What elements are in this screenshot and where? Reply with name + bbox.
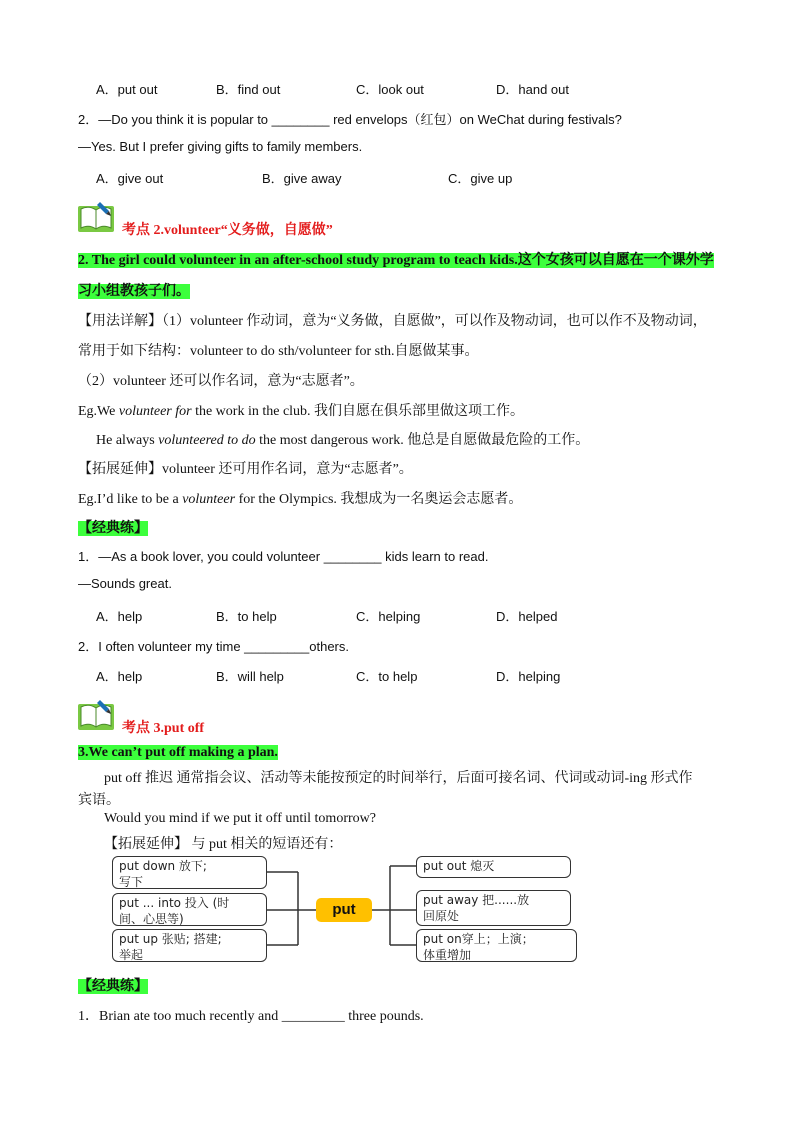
practice-q1-reply: —Sounds great. bbox=[78, 576, 172, 591]
put-extension-note: 【拓展延伸】 与 put 相关的短语还有： bbox=[104, 837, 343, 852]
usage-line-3: （2）volunteer 还可以作名词，意为“志愿者”。 bbox=[78, 374, 364, 389]
point-3-title: 考点 3.put off bbox=[122, 721, 205, 736]
example-1-italic: volunteer for bbox=[118, 404, 192, 419]
phrase-line: 间、心思等) bbox=[119, 912, 184, 926]
option-d: D．helped bbox=[496, 609, 558, 624]
option-b: B．give away bbox=[262, 171, 342, 186]
phrase-box-put-down bbox=[112, 856, 267, 889]
example-3-pre: Eg.I’d like to be a bbox=[78, 492, 183, 507]
option-a: A．put out bbox=[96, 82, 158, 97]
option-c: C．give up bbox=[448, 171, 513, 186]
put-off-example: Would you mind if we put it off until tomorrow? bbox=[104, 811, 376, 826]
question-2-stem: 2．—Do you think it is popular to ________ red envelops（红包）on WeChat during festivals? bbox=[78, 112, 622, 127]
option-d: D．hand out bbox=[496, 82, 569, 97]
option-b: B．will help bbox=[216, 669, 284, 684]
phrase-box-put-up bbox=[112, 929, 267, 962]
example-3-post: for the Olympics. 我想成为一名奥运会志愿者。 bbox=[235, 492, 523, 507]
usage-line-1: 【用法详解】（1）volunteer 作动词，意为“义务做，自愿做”，可以作及物动词，也可以作不及物动词， bbox=[78, 314, 707, 329]
phrase-line: put down 放下; bbox=[119, 859, 207, 873]
phrase-line: put ... into 投入 (时 bbox=[119, 896, 230, 910]
option-a: A．help bbox=[96, 669, 143, 684]
phrase-box-put-on bbox=[416, 929, 577, 962]
option-c: C．look out bbox=[356, 82, 424, 97]
option-c: C．to help bbox=[356, 669, 418, 684]
put-center-label: put bbox=[316, 898, 372, 922]
example-2-pre: He always bbox=[96, 433, 159, 448]
example-3-italic: volunteer bbox=[182, 492, 236, 507]
phrase-line: put on穿上；上演； bbox=[423, 932, 534, 946]
question-2-reply: —Yes. But I prefer giving gifts to family members. bbox=[78, 139, 363, 154]
point-2-title: 考点 2.volunteer“义务做，自愿做” bbox=[122, 223, 333, 238]
phrase-line: 写下 bbox=[119, 875, 144, 889]
practice-q1-stem: 1．—As a book lover, you could volunteer ________ kids learn to read. bbox=[78, 549, 489, 564]
phrase-line: put up 张贴; 搭建; bbox=[119, 932, 222, 946]
phrase-line: put out 熄灭 bbox=[423, 859, 495, 873]
phrase-box-put-away bbox=[416, 890, 571, 926]
option-b: B．to help bbox=[216, 609, 277, 624]
option-d: D．helping bbox=[496, 669, 561, 684]
practice-3-q1-stem: 1．Brian ate too much recently and _________ three pounds. bbox=[78, 1009, 424, 1024]
point-2-example-cn: 这个女孩可以自愿在一个课外学 bbox=[517, 253, 714, 268]
option-c: C．helping bbox=[356, 609, 421, 624]
phrase-box-put-out bbox=[416, 856, 571, 878]
example-1-post: the work in the club. 我们自愿在俱乐部里做这项工作。 bbox=[191, 404, 525, 419]
practice-label-text: 【经典练】 bbox=[78, 979, 148, 994]
option-a: A．give out bbox=[96, 171, 164, 186]
practice-q2-stem: 2．I often volunteer my time _________others. bbox=[78, 639, 349, 654]
option-a: A．help bbox=[96, 609, 143, 624]
put-off-desc-1: put off 推迟 通常指会议、活动等未能按预定的时间举行，后面可接名词、代词或动词-ing 形式作 bbox=[104, 771, 693, 786]
phrase-line: 体重增加 bbox=[423, 948, 472, 962]
example-2-post: the most dangerous work. 他总是自愿做最危险的工作。 bbox=[255, 433, 590, 448]
phrase-line: 举起 bbox=[119, 948, 144, 962]
practice-label-3 bbox=[78, 975, 148, 995]
phrase-box-put-into bbox=[112, 893, 267, 926]
practice-label-text: 【经典练】 bbox=[78, 521, 148, 536]
point-2-example-en: 2. The girl could volunteer in an after-school study program to teach kids. bbox=[78, 253, 518, 268]
point-3-example-en: 3.We can’t put off making a plan. bbox=[78, 745, 278, 760]
example-2-italic: volunteered to do bbox=[158, 433, 256, 448]
extension-note: 【拓展延伸】volunteer 还可用作名词，意为“志愿者”。 bbox=[78, 462, 413, 477]
put-off-desc-2: 宾语。 bbox=[78, 793, 120, 808]
usage-line-2: 常用于如下结构：volunteer to do sth/volunteer for sth.自愿做某事。 bbox=[78, 344, 479, 359]
phrase-line: put away 把......放 bbox=[423, 893, 530, 907]
example-1-pre: Eg.We bbox=[78, 404, 119, 419]
phrase-line: 回原处 bbox=[423, 909, 460, 923]
option-b: B．find out bbox=[216, 82, 281, 97]
point-2-example-cn-2: 习小组教孩子们。 bbox=[78, 284, 190, 299]
